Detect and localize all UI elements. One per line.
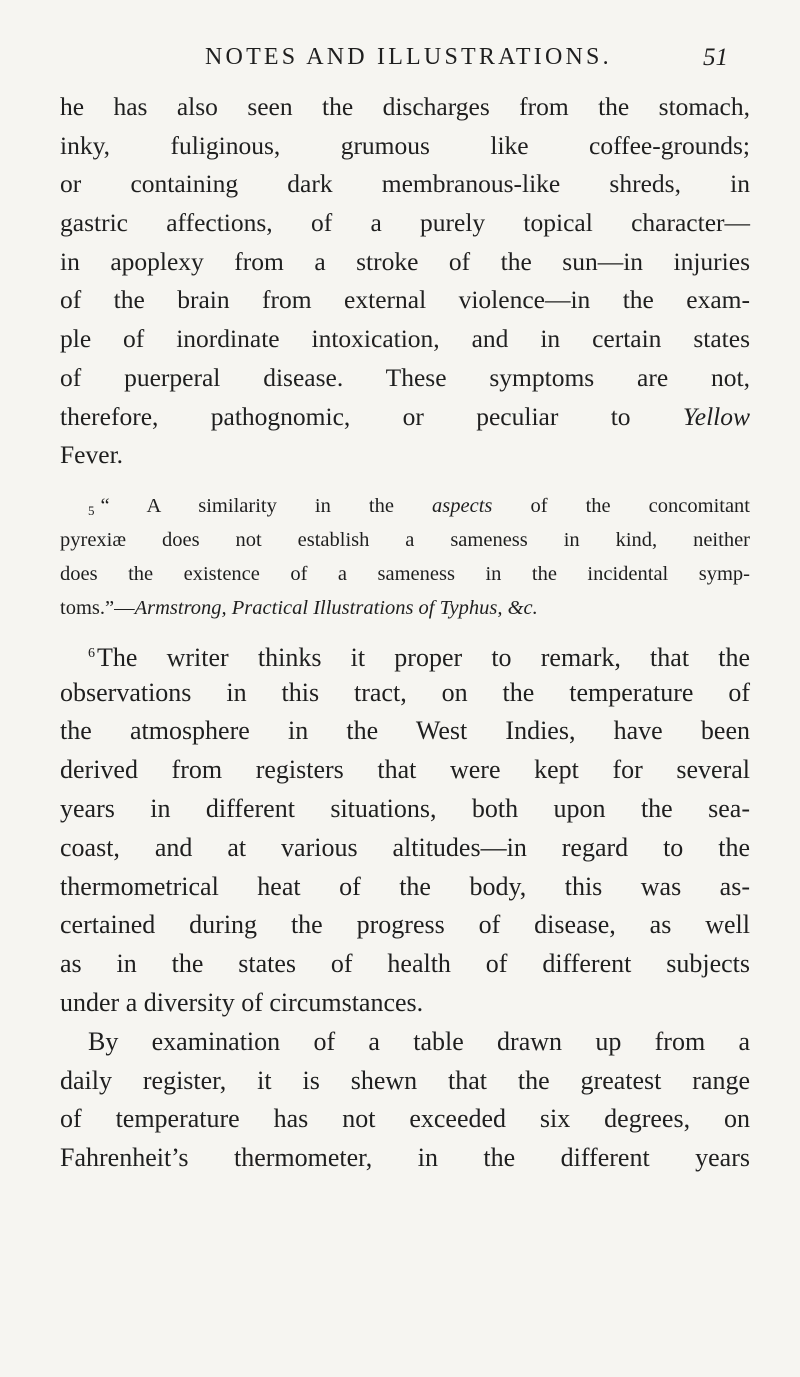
italic-term: aspects bbox=[432, 494, 493, 517]
footnote-marker: 5 bbox=[88, 502, 95, 518]
footnote-line: pyrexiæ does not establish a sameness in kind, neither bbox=[60, 528, 750, 551]
paragraph-continued bbox=[60, 88, 750, 475]
text-line: of the brain from external violence—in the exam- bbox=[60, 285, 750, 315]
text-line: Fahrenheit’s thermometer, in the different years bbox=[60, 1143, 750, 1173]
text-line: of temperature has not exceeded six degrees, on bbox=[60, 1104, 750, 1134]
body-text bbox=[60, 88, 750, 1178]
text-line: daily register, it is shewn that the greatest range bbox=[60, 1065, 750, 1095]
text-line: in apoplexy from a stroke of the sun—in injuries bbox=[60, 246, 750, 276]
text-segment: therefore, pathognomic, or peculiar to bbox=[60, 401, 631, 431]
text-line: gastric affections, of a purely topical character— bbox=[60, 208, 750, 238]
text-line: thermometrical heat of the body, this was as- bbox=[60, 871, 750, 901]
text-segment: toms.”— bbox=[60, 596, 135, 619]
text-line: Fever. bbox=[60, 440, 124, 470]
text-line: coast, and at various altitudes—in regard to the bbox=[60, 832, 750, 862]
text-segment: of the concomitant bbox=[530, 494, 751, 517]
page-number: 51 bbox=[703, 44, 728, 71]
text-line: certained during the progress of disease, as well bbox=[60, 910, 750, 940]
text-line: or containing dark membranous-like shreds, in bbox=[60, 169, 750, 199]
text-line: inky, fuliginous, grumous like coffee-grounds; bbox=[60, 130, 750, 160]
running-head bbox=[0, 44, 800, 84]
text-line: ple of inordinate intoxication, and in certain states bbox=[60, 324, 750, 354]
running-title: NOTES AND ILLUSTRATIONS. bbox=[205, 44, 612, 70]
text-line bbox=[60, 398, 750, 437]
text-line: of puerperal disease. These symptoms are not, bbox=[60, 362, 750, 392]
note-marker: 6 bbox=[88, 645, 95, 661]
italic-term: Yellow bbox=[682, 401, 750, 431]
text-segment: The writer thinks it proper to remark, that the bbox=[97, 642, 750, 672]
citation: Armstrong, Practical Illustrations of Typhus, &c. bbox=[134, 596, 538, 619]
footnote-line bbox=[60, 591, 750, 625]
text-line: By examination of a table drawn up from a bbox=[88, 1026, 750, 1056]
text-segment: “ A similarity in the bbox=[100, 494, 394, 517]
paragraph-note-6 bbox=[60, 635, 750, 1178]
text-line: as in the states of health of different subjects bbox=[60, 949, 750, 979]
text-line bbox=[60, 635, 750, 674]
footnote-line bbox=[60, 489, 750, 523]
text-line: the atmosphere in the West Indies, have been bbox=[60, 716, 750, 746]
text-line: derived from registers that were kept for several bbox=[60, 755, 750, 785]
text-line: years in different situations, both upon the sea- bbox=[60, 794, 750, 824]
footnote-line: does the existence of a sameness in the incidental symp- bbox=[60, 562, 750, 585]
footnote-5 bbox=[60, 489, 750, 625]
text-line: observations in this tract, on the temperature of bbox=[60, 677, 750, 707]
text-line: he has also seen the discharges from the stomach, bbox=[60, 92, 750, 121]
text-line: under a diversity of circumstances. bbox=[60, 988, 424, 1018]
